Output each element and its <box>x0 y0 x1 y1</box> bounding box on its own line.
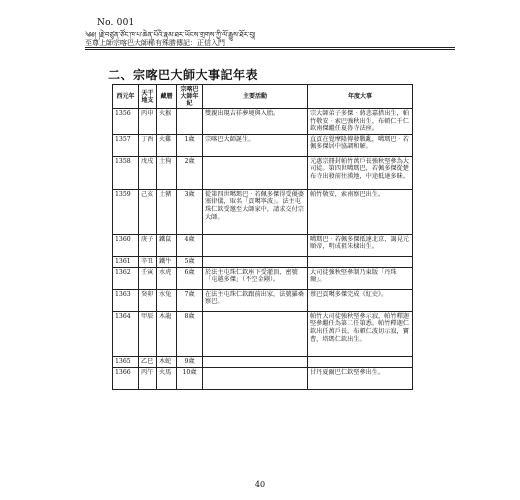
cell-tibetan-calendar: 土豬 <box>157 189 177 234</box>
cell-main-activity: 宗喀巴大師誕生。 <box>203 134 308 156</box>
cell-age <box>177 109 203 135</box>
cell-annual-events: 甘丹夏爾巴仁欽堅參出生。 <box>308 367 413 389</box>
cell-age: 8歲 <box>177 311 203 356</box>
cell-annual-events: 宗大師弟子多傑‧蔣悲嘉措出生，帕竹敬安‧索巴強秋出生，布頓仁千仁欽南傑繼任夏魯寺法座。 <box>308 109 413 135</box>
cell-ganzhi: 癸卯 <box>139 289 157 311</box>
cell-tibetan-calendar: 火雞 <box>157 134 177 156</box>
cell-year: 1358 <box>113 156 139 189</box>
table-row <box>113 256 413 267</box>
cell-tibetan-calendar: 水兔 <box>157 289 177 311</box>
header-subtitle: 至尊上師宗喀巴大師稀有殊勝傳記：正信入門 <box>85 39 225 47</box>
header-rule-top <box>85 47 455 48</box>
col-header-tibetan-calendar: 藏曆 <box>157 85 177 109</box>
col-header-ganzhi: 天干地支 <box>139 85 157 109</box>
cell-ganzhi: 己亥 <box>139 189 157 234</box>
cell-age: 4歲 <box>177 234 203 256</box>
cell-year: 1359 <box>113 189 139 234</box>
cell-tibetan-calendar: 木蛇 <box>157 356 177 367</box>
cell-tibetan-calendar: 鐵牛 <box>157 256 177 267</box>
cell-tibetan-calendar: 木龍 <box>157 311 177 356</box>
table-row <box>113 234 413 256</box>
cell-annual-events <box>308 256 413 267</box>
table-row <box>113 267 413 289</box>
cell-annual-events: 噶瑪巴‧若佩多傑抵達北京，謁見元順帝，明成祖朱棣出生。 <box>308 234 413 256</box>
cell-annual-events <box>308 356 413 367</box>
cell-tibetan-calendar: 水虎 <box>157 267 177 289</box>
cell-age: 7歲 <box>177 289 203 311</box>
cell-main-activity: 在法主屯珠仁欽跟前出家，法號羅桑察巴。 <box>203 289 308 311</box>
cell-year: 1357 <box>113 134 139 156</box>
cell-annual-events: 大司徒強秋堅參制乃東版「丹珠爾」。 <box>308 267 413 289</box>
cell-main-activity: 從第四世噶瑪巴‧若佩多傑得受優婆塞律儀，取名「貢噶寧波」。法主屯珠仁欽受邀至大師家中，請求交付宗大師。 <box>203 189 308 234</box>
cell-age: 3歲 <box>177 189 203 234</box>
col-header-main-activity: 主要活動 <box>203 85 308 109</box>
events-table <box>112 84 413 390</box>
table-row <box>113 356 413 367</box>
cell-year: 1365 <box>113 356 139 367</box>
cell-ganzhi: 庚子 <box>139 234 157 256</box>
cell-year: 1366 <box>113 367 139 389</box>
cell-main-activity <box>203 311 308 356</box>
cell-tibetan-calendar: 火馬 <box>157 367 177 389</box>
table-row <box>113 311 413 356</box>
cell-main-activity: 雙親出現吉祥夢境與入胎。 <box>203 109 308 135</box>
cell-annual-events: 直貢在覺摩隆傳發戰亂，噶瑪巴‧若佩多傑居中協調和解。 <box>308 134 413 156</box>
col-header-age: 宗喀巴大師年紀 <box>177 85 203 109</box>
cell-ganzhi: 辛丑 <box>139 256 157 267</box>
cell-age: 1歲 <box>177 134 203 156</box>
cell-ganzhi: 丙申 <box>139 109 157 135</box>
cell-main-activity <box>203 356 308 367</box>
cell-tibetan-calendar: 鐵鼠 <box>157 234 177 256</box>
cell-main-activity <box>203 156 308 189</box>
col-header-annual-events: 年度大事 <box>308 85 413 109</box>
header-tibetan-title: ༄༅། །རྗེ་བཙུན་ཙོང་ཁ་པ་ཆེན་པོའི་རྣམ་ཐར་ཡོངས་གྲགས་ཀྱི་ལོ་རྒྱུས་ཐོར་བུ། <box>85 31 256 39</box>
cell-age: 10歲 <box>177 367 203 389</box>
cell-main-activity <box>203 367 308 389</box>
table-row <box>113 289 413 311</box>
table-row <box>113 134 413 156</box>
cell-age: 6歲 <box>177 267 203 289</box>
cell-ganzhi: 丙午 <box>139 367 157 389</box>
section-title: 二、宗喀巴大師大事記年表 <box>108 68 259 82</box>
cell-year: 1360 <box>113 234 139 256</box>
cell-annual-events: 帕竹敬安，索南察巴出生。 <box>308 189 413 234</box>
cell-annual-events: 元惠宗冊封帕竹萬戶長強秋堅參為大司徒。第四世噶瑪巴，若佩多傑從楚布寺出發前往漢地，中途抵達多昧。 <box>308 156 413 189</box>
cell-ganzhi: 壬寅 <box>139 267 157 289</box>
cell-year: 1363 <box>113 289 139 311</box>
cell-main-activity <box>203 234 308 256</box>
cell-tibetan-calendar: 土狗 <box>157 156 177 189</box>
cell-year: 1361 <box>113 256 139 267</box>
header-number: No. 001 <box>97 18 135 28</box>
cell-year: 1364 <box>113 311 139 356</box>
table-row <box>113 367 413 389</box>
cell-ganzhi: 戊戌 <box>139 156 157 189</box>
cell-main-activity: 於法主屯珠仁欽座下受灌頂，密號「屯越多傑」（不空金剛）。 <box>203 267 308 289</box>
table-row <box>113 156 413 189</box>
cell-annual-events: 蔡巴貢噶多傑完成《紅史》。 <box>308 289 413 311</box>
cell-ganzhi: 丁酉 <box>139 134 157 156</box>
cell-age: 9歲 <box>177 356 203 367</box>
table-row <box>113 109 413 135</box>
cell-ganzhi: 甲辰 <box>139 311 157 356</box>
page-number: 40 <box>254 480 266 489</box>
table-header-row <box>113 85 413 109</box>
cell-ganzhi: 乙巳 <box>139 356 157 367</box>
cell-year: 1362 <box>113 267 139 289</box>
table-row <box>113 189 413 234</box>
cell-annual-events: 帕竹大司徒強秋堅參示寂，帕竹釋迦堅參繼任為第二任第悉。帕竹釋迦仁欽出任萬戶長。布頓仁波切示寂，寶曹，塔瑪仁欽出生。 <box>308 311 413 356</box>
col-header-year: 西元年 <box>113 85 139 109</box>
cell-main-activity <box>203 256 308 267</box>
header-rule-bottom <box>85 49 455 50</box>
cell-age: 2歲 <box>177 156 203 189</box>
cell-age: 5歲 <box>177 256 203 267</box>
cell-tibetan-calendar: 火猴 <box>157 109 177 135</box>
cell-year: 1356 <box>113 109 139 135</box>
